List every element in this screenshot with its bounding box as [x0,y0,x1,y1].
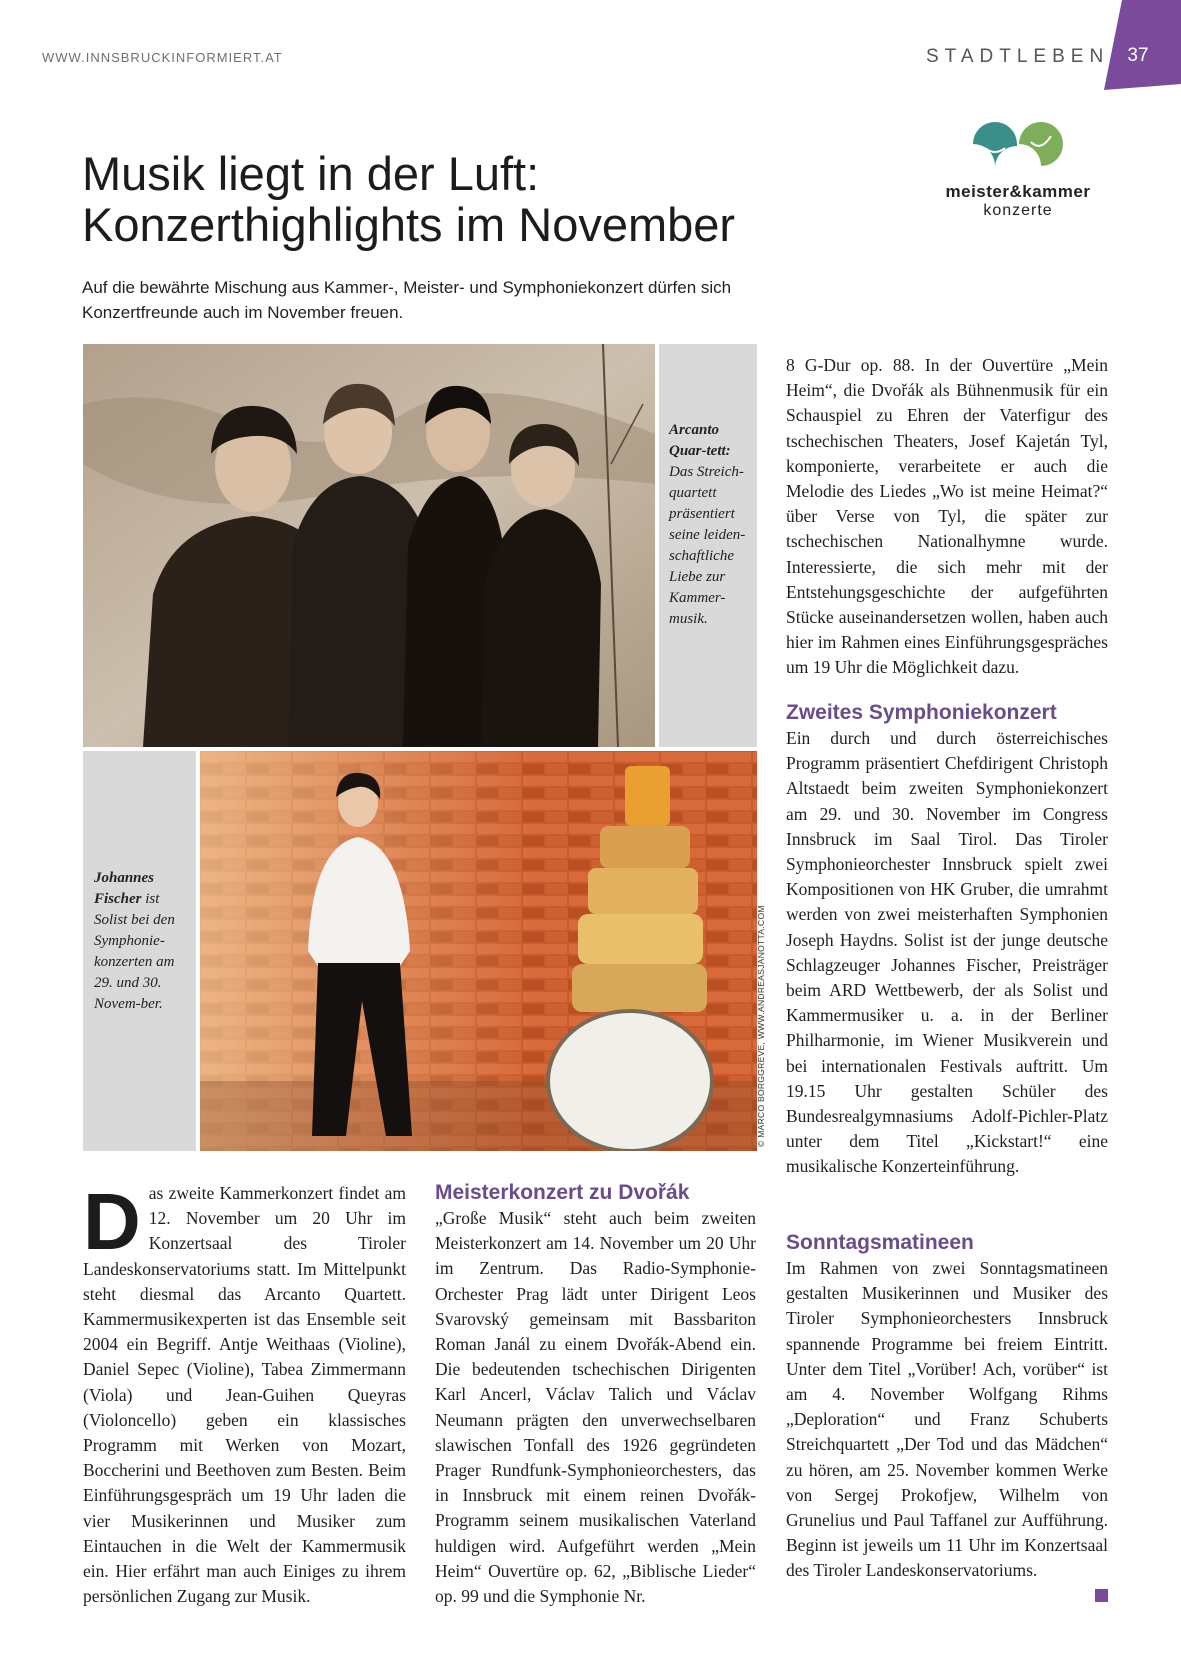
article-headline [82,148,822,250]
meister-kammer-logo [925,122,1111,226]
fischer-caption [94,868,194,1015]
subhead-sonntagsmatineen: Sonntagsmatineen [786,1231,974,1254]
quartet-caption-name: Arcanto Quar-tett: [669,422,731,459]
quartet-photo [83,344,655,747]
headline-line-2: Konzerthighlights im November [82,198,736,251]
kammerkonzert-text: as zweite Kammerkonzert findet am 12. November um 20 Uhr im Konzertsaal des Tiroler Landeskonservatoriums statt. Im Mittelpunkt steht diesmal das Arcanto Quartett. Kammermusikexperten ist das Ensemble seit 2004 ein Begriff. Antje Weithaas (Violine), Daniel Sepec (Violine), Tabea Zimmermann (Viola) und Jean-Guihen Queyras (Violoncello) geben ein klassisches Programm mit Werken von Mozart, Boccherini und Beethoven zum Besten. Beim Einführungsgespräch um 19 Uhr laden die vier Musikerinnen und Musiker zum Eintauchen in die Welt der Kammermusik ein. Hier erfährt man auch Einiges zu ihrem persönlichen Zugang zur Musik. [83,1183,406,1607]
fischer-caption-name: Johannes Fischer [94,870,155,907]
sonntagsmatineen-text: Im Rahmen von zwei Sonntagsmatineen gestalten Musikerinnen und Musiker des Tiroler Symphonieorchesters Innsbruck spannende Programme bei freiem Eintritt. Unter dem Titel „Vorüber! Ach, vorüber“ ist am 4. November Wolfgang Rihms „Deploration“ und Franz Schuberts Streichquartett „Der Tod und das Mädchen“ zu hören, am 25. November kommen Werke von Sergej Prokofjew, Wilhelm von Grunelius und Paul Taffanel zur Aufführung. Beginn ist jeweils um 11 Uhr im Konzertsaal des Tiroler Landeskonservatoriums. [786,1258,1108,1581]
photo-credit: © MARCO BORGGREVE, WWW.ANDREASJANOTTA.COM [756,905,766,1147]
meisterkonzert-continuation-text: 8 G-Dur op. 88. In der Ouvertüre „Mein Heim“, die Dvořák als Bühnenmusik für ein Schauspiel zu Ehren der Vaterfigur des tschechischen Theaters, Josef Kajetán Tyl, komponierte, verarbeitete er auch die Melodie des Liedes „Wo ist meine Heimat?“ über Verse von Tyl, die später zur tschechischen Nationalhymne wurde. Interessierte, die sich mehr mit der Entstehungsgeschichte der aufgeführten Stücke auseinandersetzen wollen, haben auch hier im Rahmen eines Einführungsgespräches um 19 Uhr die Möglichkeit dazu. [786,355,1108,678]
body-column-right-continuation [786,353,1108,681]
page-number: 37 [1127,45,1149,66]
body-column-middle [435,1180,756,1609]
fischer-caption-text: ist Solist bei den Symphonie-konzerten am 29. und 30. Novem-ber. [94,891,175,1012]
body-column-right-matineen [786,1230,1108,1584]
site-url[interactable]: WWW.INNSBRUCKINFORMIERT.AT [42,50,283,65]
quartet-caption-text: Das Streich-quartett präsentiert seine leiden-schaftliche Liebe zur Kammer-musik. [669,464,746,627]
article-intro: Auf die bewährte Mischung aus Kammer-, Meister- und Symphoniekonzert dürfen sich Konzertfreunde auch im November freuen. [82,278,732,322]
logo-subtitle: konzerte [983,202,1053,219]
quartet-caption [669,420,755,630]
subhead-symphoniekonzert: Zweites Symphoniekonzert [786,701,1057,724]
symphoniekonzert-text: Ein durch und durch österreichisches Programm präsentiert Chefdirigent Christoph Altstaedt beim zweiten Symphoniekonzert am 29. und 30. November im Congress Innsbruck im Saal Tirol. Das Tiroler Symphonieorchester Innsbruck spielt zwei Kompositionen von HK Gruber, die umrahmt werden von zwei meisterhaften Symphonien Joseph Haydns. Solist ist der junge deutsche Schlagzeuger Johannes Fischer, Preisträger beim ARD Wettbewerb, der als Solist und Kammermusiker u. a. in der Berliner Philharmonie, im Wiener Musikverein und bei internationalen Festivals auftritt. Um 19.15 Uhr gestalten Schüler des Bundesrealgymnasiums Adolf-Pichler-Platz unter dem Titel „Kickstart!“ eine musikalische Konzerteinführung. [786,728,1108,1177]
fischer-photo [200,751,757,1151]
logo-name: meister&kammer [945,182,1091,201]
subhead-meisterkonzert: Meisterkonzert zu Dvořák [435,1181,690,1204]
body-column-right-symphonie [786,700,1108,1180]
section-label: STADTLEBEN [926,46,1110,67]
logo-leaves-icon [971,122,1065,170]
drop-cap: D [83,1177,141,1266]
headline-line-1: Musik liegt in der Luft: [82,147,540,200]
body-column-left [83,1177,406,1609]
meisterkonzert-text: „Große Musik“ steht auch beim zweiten Meisterkonzert am 14. November um 20 Uhr im Zentrum. Das Radio-Symphonie-Orchester Prag lädt unter Dirigent Leos Svarovský gemeinsam mit Bassbariton Roman Janál zu einem Dvořák-Abend ein. Die bedeutenden tschechischen Dirigenten Karl Ancerl, Václav Talich und Václav Neumann prägten den unverwechselbaren slawischen Tonfall des 1926 gegründeten Prager Rundfunk-Symphonieorchesters, das in Innsbruck mit einem reinen Dvořák-Programm seinem musikalischen Vaterland huldigen wird. Aufgeführt werden „Mein Heim“ Ouvertüre op. 62, „Biblische Lieder“ op. 99 und die Symphonie Nr. [435,1208,756,1607]
article-end-square-icon [1095,1589,1108,1602]
